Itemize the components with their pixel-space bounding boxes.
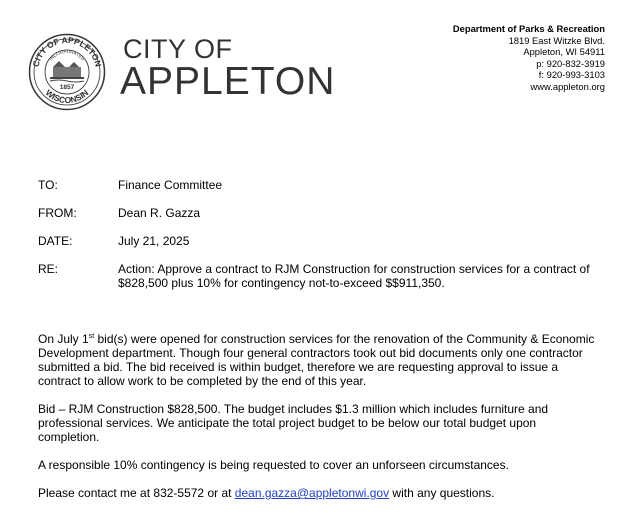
p1-superscript: st [88, 333, 95, 340]
department-name: Department of Parks & Recreation [452, 23, 605, 34]
letterhead-appleton: APPLETON [120, 60, 336, 103]
department-street: 1819 East Witzke Blvd. [508, 34, 605, 46]
p1-start: On July 1 [38, 332, 89, 346]
city-seal-logo [28, 33, 106, 111]
memo-date-label: DATE: [38, 234, 73, 248]
body-paragraph-3: A responsible 10% contingency is being requested to cover an unforseen circumstances. [38, 458, 509, 472]
letterhead-city-of: CITY OF [123, 34, 233, 64]
memo-re-value: Action: Approve a contract to RJM Construction for construction services for a contract of $828,500 plus 10% for contingency not-to-exceed $$911,350. [118, 262, 590, 290]
memo-from-label: FROM: [38, 206, 77, 220]
memo-date-value: July 21, 2025 [118, 234, 190, 248]
email-link[interactable]: dean.gazza@appletonwi.gov [234, 486, 390, 500]
seal-bottom-text: WISCONSIN [43, 87, 91, 106]
body-paragraph-4 [38, 486, 598, 500]
memo-from-value: Dean R. Gazza [118, 206, 201, 220]
department-fax: f: 920-993-3103 [538, 69, 605, 80]
seal-inner-text: INCORPORATED [48, 48, 86, 62]
department-phone: p: 920-832-3919 [536, 57, 605, 69]
department-address-block [453, 23, 605, 92]
p4-end: with any questions. [389, 486, 495, 500]
department-website: www.appleton.org [530, 80, 605, 92]
body-paragraph-1 [38, 332, 598, 388]
department-city: Appleton, WI 54911 [523, 46, 605, 57]
seal-top-text: CITY OF APPLETON [30, 34, 104, 68]
p1-rest: bid(s) were opened for construction services for the renovation of the Community & Economic Development department. Though four general contractors took out bid documents only one contractor submitted a bid. The bid received is within budget, therefore we are requesting approval to issue a contract to allow work to be completed by the end of this year. [38, 332, 595, 388]
p4-start: Please contact me at 832-5572 or at [38, 486, 235, 500]
memo-to-label: TO: [38, 178, 58, 192]
body-paragraph-2: Bid – RJM Construction $828,500. The budget includes $1.3 million which includes furniture and professional services. We anticipate the total project budget to be below our total budget upon completion. [38, 402, 549, 444]
memo-re-label: RE: [38, 262, 59, 276]
memo-to-value: Finance Committee [118, 178, 223, 192]
seal-year: 1857 [59, 84, 75, 91]
